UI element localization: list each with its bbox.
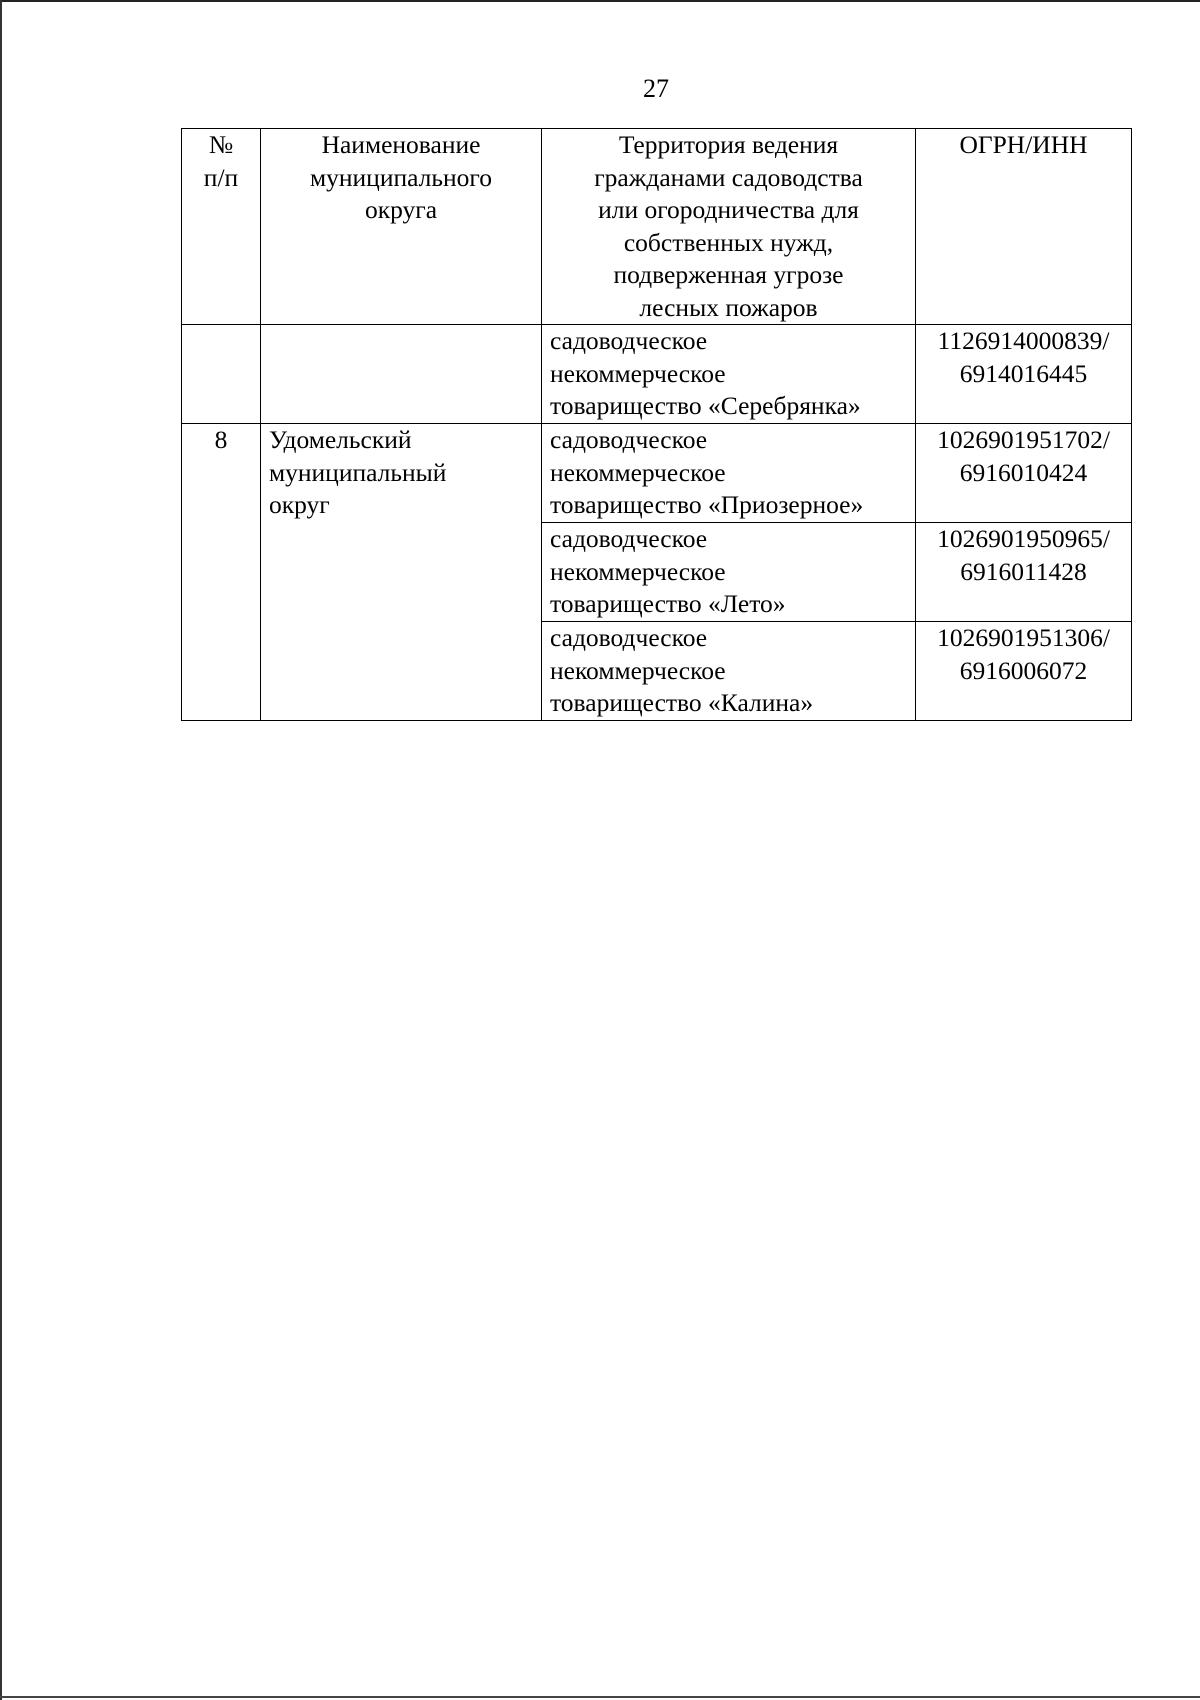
row-territory (542, 424, 916, 523)
territory-line: садоводческое (550, 425, 708, 454)
scan-edge-top (0, 0, 1200, 2)
header-territory (542, 129, 916, 325)
header-text: муниципального (310, 162, 492, 192)
header-text: собственных нужд, (623, 227, 834, 257)
header-text: Наименование (321, 130, 481, 159)
district-line: муниципальный (269, 457, 447, 487)
territory-line: товарищество «Серебрянка» (550, 391, 861, 420)
scan-edge-bottom (0, 1696, 1200, 1698)
row-ogrn-inn (916, 523, 1132, 622)
row-territory (542, 622, 916, 721)
row-territory (542, 523, 916, 622)
ogrn: 1126914000839/ (937, 326, 1110, 355)
header-number (182, 129, 261, 325)
territory-line: садоводческое (550, 623, 708, 652)
territory-line: садоводческое (550, 326, 708, 355)
territory-line: товарищество «Лето» (550, 589, 786, 618)
header-text: ОГРН/ИНН (959, 130, 1088, 159)
territory-line: товарищество «Калина» (550, 688, 814, 717)
row-territory (542, 325, 916, 424)
territory-line: некоммерческое (550, 556, 726, 586)
ogrn: 1026901951702/ (937, 425, 1110, 454)
row-district (261, 424, 542, 721)
header-text: Территория ведения (618, 130, 839, 159)
territory-line: садоводческое (550, 524, 708, 553)
header-text: № (208, 130, 234, 159)
scan-edge-left (0, 0, 2, 1700)
header-text: подверженная угрозе (613, 260, 844, 289)
ogrn: 1026901950965/ (937, 524, 1110, 553)
row-ogrn-inn (916, 424, 1132, 523)
row-ogrn-inn (916, 325, 1132, 424)
district-line: Удомельский (269, 425, 412, 454)
territory-line: некоммерческое (550, 655, 726, 685)
row-number: 8 (182, 424, 261, 721)
header-district (261, 129, 542, 325)
table-header-row (182, 129, 1132, 325)
ogrn: 1026901951306/ (937, 623, 1110, 652)
row-ogrn-inn (916, 622, 1132, 721)
row-district (261, 325, 542, 424)
territories-table (181, 128, 1132, 721)
inn: 6916010424 (959, 457, 1088, 487)
header-text: гражданами садоводства (594, 162, 863, 192)
table-row (182, 424, 1132, 523)
territory-line: товарищество «Приозерное» (550, 490, 864, 519)
row-number (182, 325, 261, 424)
header-ogrn-inn (916, 129, 1132, 325)
page-number: 27 (643, 74, 669, 103)
inn: 6916006072 (959, 655, 1088, 685)
header-text: лесных пожаров (639, 292, 818, 322)
inn: 6916011428 (960, 556, 1087, 586)
territory-line: некоммерческое (550, 358, 726, 388)
table-row (182, 325, 1132, 424)
territory-line: некоммерческое (550, 457, 726, 487)
header-text: п/п (203, 162, 239, 192)
district-line: округ (269, 490, 330, 519)
inn: 6914016445 (959, 358, 1088, 388)
header-text: округа (364, 195, 438, 224)
header-text: или огородничества для (598, 195, 859, 224)
